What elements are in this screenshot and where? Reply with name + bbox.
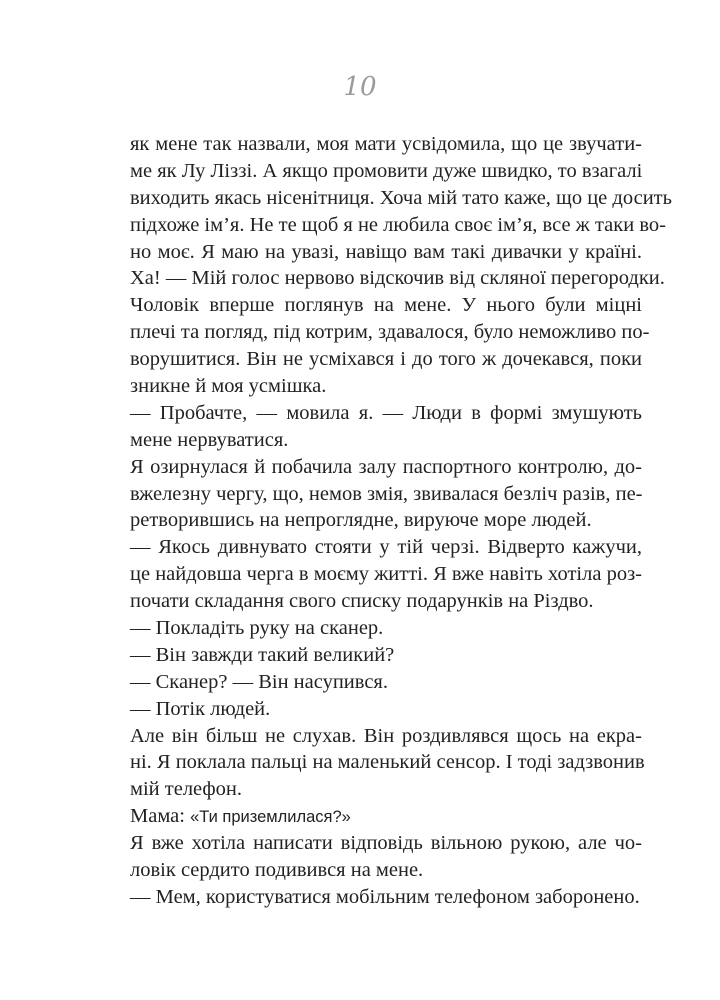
text-line: мене нервуватися. [130, 428, 289, 451]
text-line: вжелезну чергу, що, немов змія, звивалася безліч разів, пе- [130, 482, 643, 505]
text-line: Чоловік вперше поглянув на мене. У нього були міцні [130, 294, 642, 317]
text-line: Я озирнулася й побачила залу паспортного контролю, до- [130, 455, 642, 478]
text-line: ні. Я поклала пальці на маленький сенсор. І тоді задзвонив [130, 751, 645, 774]
paragraph [130, 642, 642, 669]
text-line: ретворившись на непроглядне, вируюче море людей. [130, 509, 592, 532]
paragraph [130, 669, 642, 696]
text-line: як мене так назвали, моя мати усвідомила, що це звучати- [130, 133, 642, 155]
text-line: мій телефон. [130, 778, 243, 801]
text-line: — Якось дивнувато стояти у тій черзі. Відверто кажучи, [130, 536, 642, 559]
paragraph [130, 830, 642, 884]
paragraph [130, 292, 650, 400]
text-line: Я вже хотіла написати відповідь вільною рукою, але чо- [130, 832, 642, 855]
paragraph [130, 615, 642, 642]
paragraph [130, 696, 642, 723]
paragraph [130, 454, 642, 535]
text-line: Ха! — Мій голос нервово відскочив від скляної перегородки. [130, 267, 665, 290]
text-line: но моє. Я маю на увазі, навіщо вам такі дивачки у країні. [130, 240, 642, 263]
page-text [130, 131, 672, 911]
text-line: — Покладіть руку на сканер. [130, 617, 384, 640]
text-line: ловік сердито подивився на мене. [130, 859, 424, 882]
text-line: — Він завжди такий великий? [130, 643, 395, 666]
text-line: виходить якась нісенітниця. Хоча мій тато каже, що це досить [130, 186, 672, 209]
paragraph [130, 884, 642, 911]
paragraph [130, 723, 645, 804]
text-message-line [130, 803, 642, 830]
sms-sender-label: Мама: [130, 805, 191, 828]
text-line: ворушитися. Він не усміхався і до того ж дочекався, поки [130, 348, 642, 371]
text-line: ме як Лу Ліззі. А якщо промовити дуже швидко, то взагалі [130, 159, 643, 182]
paragraph [130, 534, 642, 615]
text-line: — Сканер? — Він насупився. [130, 670, 388, 693]
page-number: 10 [343, 72, 377, 102]
text-line: почати складання свого списку подарунків на Різдво. [130, 590, 594, 613]
text-line: — Пробачте, — мовила я. — Люди в формі змушують [130, 401, 642, 424]
sms-message: «Ти приземлилася?» [190, 808, 351, 827]
text-line: зникне й моя усмішка. [130, 375, 327, 398]
paragraph [130, 400, 642, 454]
paragraph [130, 803, 642, 830]
text-line: плечі та погляд, під котрим, здавалося, було неможливо по- [130, 321, 650, 344]
text-line: це найдовша черга в моєму житті. Я вже навіть хотіла роз- [130, 563, 642, 586]
text-line: Але він більш не слухав. Він роздивлявся щось на екра- [130, 724, 642, 747]
text-line: підхоже ім’я. Не те щоб я не любила своє ім’я, все ж таки во- [130, 213, 666, 236]
paragraph [130, 131, 672, 292]
text-line: — Потік людей. [130, 697, 271, 720]
text-line: — Мем, користуватися мобільним телефоном заборонено. [130, 885, 640, 908]
